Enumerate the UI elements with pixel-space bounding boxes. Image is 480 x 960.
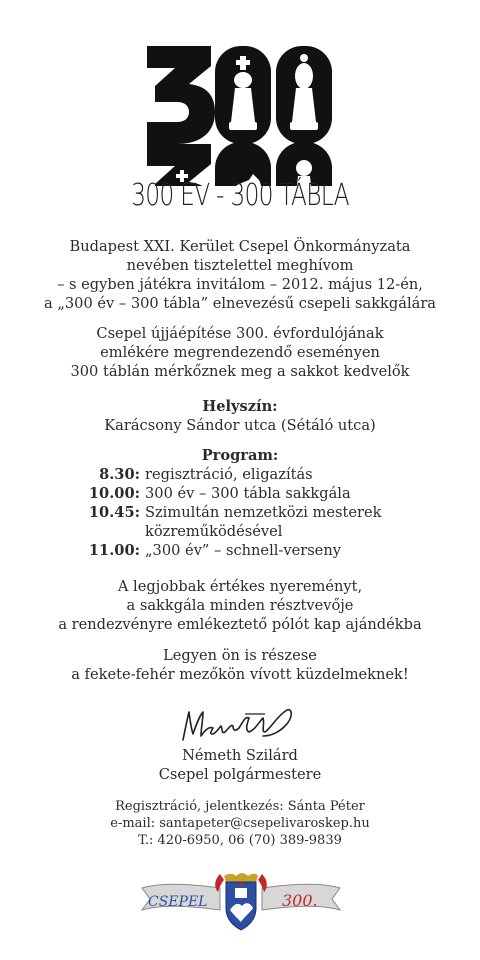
text-line: Budapest XXI. Kerület Csepel Önkormányzata [69, 238, 411, 255]
chess-300-logo [0, 36, 480, 186]
venue-label: Helyszín: [202, 398, 278, 415]
text-line: Csepel újjáépítése 300. évfordulójának [96, 325, 384, 342]
text-line: A legjobbak értékes nyereményt, [117, 578, 363, 595]
program-item [0, 522, 480, 541]
program-time: 8.30: [99, 466, 140, 483]
signer-title: Csepel polgármestere [158, 766, 322, 783]
text-line: a „300 év – 300 tábla” elnevezésű csepeli sakkgálára [43, 295, 436, 312]
text-line: a sakkgála minden résztvevője [126, 597, 354, 614]
crest-right-text: 300. [282, 891, 318, 910]
text-line: a fekete-fehér mezőkön vívott küzdelmeknek! [71, 666, 409, 683]
program-desc: „300 év” – schnell-verseny [145, 542, 341, 559]
program-item [0, 541, 480, 560]
program-desc: 300 év – 300 tábla sakkgála [145, 485, 351, 502]
program-list [0, 465, 480, 560]
coat-of-arms-icon [215, 873, 267, 930]
text-line: a rendezvényre emlékeztető pólót kap ajándékba [58, 616, 422, 633]
program-time: 10.00: [88, 485, 140, 502]
program-label: Program: [201, 447, 279, 464]
contact-phone: T.: 420-6950, 06 (70) 389-9839 [138, 833, 342, 848]
text-line: Legyen ön is részese [163, 647, 317, 664]
handwritten-signature [175, 700, 315, 748]
contact-line: Regisztráció, jelentkezés: Sánta Péter [115, 799, 365, 814]
program-desc: regisztráció, eligazítás [145, 466, 313, 483]
intro-text [0, 237, 480, 313]
venue-value: Karácsony Sándor utca (Sétáló utca) [104, 417, 376, 434]
logo-tagline: 300 ÉV - 300 TÁBLA [131, 178, 349, 213]
crest-left-text: CSEPEL [148, 894, 208, 910]
text-line: 300 táblán mérkőznek meg a sakkot kedvelők [70, 363, 410, 380]
contact-block [0, 798, 480, 849]
text-line: – s egyben játékra invitálom – 2012. május 12-én, [57, 276, 423, 293]
program-time: 11.00: [88, 542, 140, 559]
text-line: emlékére megrendezendő eseményen [100, 344, 380, 361]
program-item [0, 465, 480, 484]
text-line: nevében tisztelettel meghívom [126, 257, 354, 274]
program-item [0, 484, 480, 503]
program-desc: közreműködésével [145, 523, 283, 540]
prizes-text [0, 577, 480, 634]
program-desc: Szimultán nemzetközi mesterek [145, 504, 382, 521]
appeal-text [0, 646, 480, 684]
contact-email[interactable]: e-mail: santapeter@csepelivaroskep.hu [110, 816, 370, 831]
csepel-300-crest [136, 870, 346, 932]
purpose-text [0, 324, 480, 381]
signer-block [0, 746, 480, 784]
program-item [0, 503, 480, 522]
program-time: 10.45: [88, 504, 140, 521]
signer-name: Németh Szilárd [182, 747, 298, 764]
